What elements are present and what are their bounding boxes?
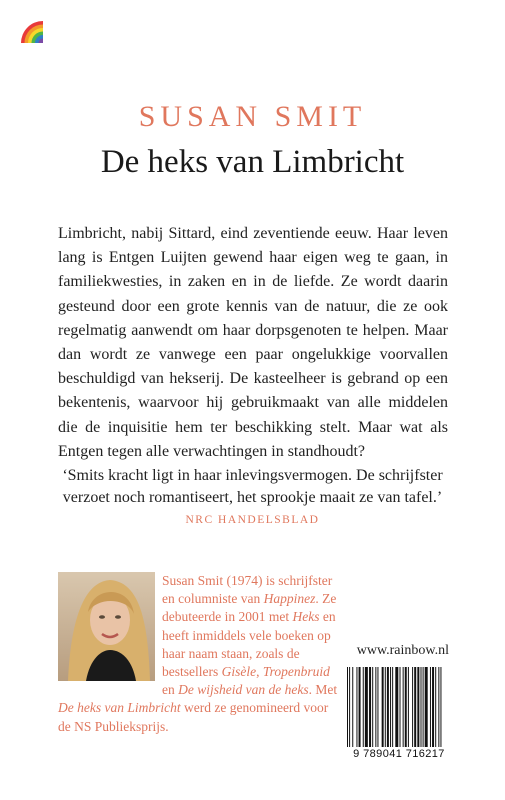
barcode-bar (359, 667, 361, 747)
barcode-bar (421, 667, 422, 747)
barcode-bar (356, 667, 357, 747)
barcode-bar (403, 667, 404, 747)
bio-text: en (162, 682, 179, 698)
author-name: SUSAN SMIT (138, 100, 367, 133)
barcode-bar (438, 667, 439, 747)
review-quote-text: ‘Smits kracht ligt in haar inlevingsvermogen. De schrijfster verzoet noch romantiseert, het sprookje maait ze van tafel.’ (62, 467, 443, 506)
barcode-bar (440, 667, 441, 747)
rainbow-icon (20, 20, 66, 66)
bio-text: Tropenbruid (262, 664, 330, 680)
barcode-bar (395, 667, 398, 747)
barcode-bar (408, 667, 409, 747)
barcode-bar (423, 667, 424, 747)
review-source: NRC HANDELSBLAD (185, 514, 320, 526)
barcode-bar (375, 667, 376, 747)
bio-text: en heeft inmiddels vele boeken op haar naam staan, zoals de bestsellers (162, 609, 336, 680)
bio-text: Happinez (263, 591, 316, 607)
barcode-bar (390, 667, 391, 747)
book-title: De heks van Limbricht (100, 144, 405, 180)
bio-text: werd ze genomineerd voor de NS Publieksprijs. (58, 700, 329, 734)
blurb (58, 222, 448, 464)
barcode-bar (432, 667, 434, 747)
barcode-bar (372, 667, 373, 747)
bio-text: Susan Smit (1974) is schrijfster en columniste van (162, 573, 333, 607)
bio-text: . Ze debuteerde in 2001 met (162, 591, 337, 625)
barcode-bar (377, 667, 378, 747)
barcode-bar (385, 667, 386, 747)
barcode-bar (435, 667, 436, 747)
bio-text: De heks van Limbricht (58, 700, 181, 716)
barcode-digits: 9 789041 716217 (353, 748, 445, 760)
barcode-bar (363, 667, 364, 747)
barcode-bar (400, 667, 401, 747)
barcode-bar (392, 667, 393, 747)
barcode-bar (352, 667, 353, 747)
barcode-bar (387, 667, 389, 747)
barcode-bar (412, 667, 413, 747)
barcode-bar (417, 667, 419, 747)
barcode-bar (414, 667, 416, 747)
review-quote (40, 465, 465, 509)
barcode-bar (369, 667, 371, 747)
barcode-bar (349, 667, 350, 747)
barcode-bar (425, 667, 428, 747)
barcode-bar (382, 667, 384, 747)
publisher-website: www.rainbow.nl (356, 643, 449, 658)
author-bio (58, 572, 343, 736)
bio-text: Heks (292, 609, 320, 625)
blurb-text: Limbricht, nabij Sittard, eind zeventiende eeuw. Haar leven lang is Entgen Luijten gewend haar eigen weg te gaan, in familiekwesties, in zaken en in de liefde. Ze wordt daarin gesteund door een grote kennis van de natuur, die ze ook regelmatig aanwendt om haar dorpsgenoten te helpen. Maar dan wordt ze vanwege een paar ongelukkige voorvallen beschuldigd van hekserij. De kasteelheer is gebrand op een bekentenis, waarvoor hij gebruikmaakt van alle middelen die de inquisitie hem ter beschikking stelt. Maar wat als Entgen tegen alle verwachtingen in standhoudt? (58, 225, 448, 460)
bio-text: . Met (308, 682, 338, 698)
barcode-bar (430, 667, 431, 747)
bio-text: , (256, 664, 263, 680)
barcode-bar (365, 667, 368, 747)
bio-text: Gisèle (221, 664, 257, 680)
bio-text: De wijsheid van de heks (178, 682, 309, 698)
barcode-bar (347, 667, 348, 747)
barcode-bar (405, 667, 407, 747)
barcode (347, 667, 450, 747)
